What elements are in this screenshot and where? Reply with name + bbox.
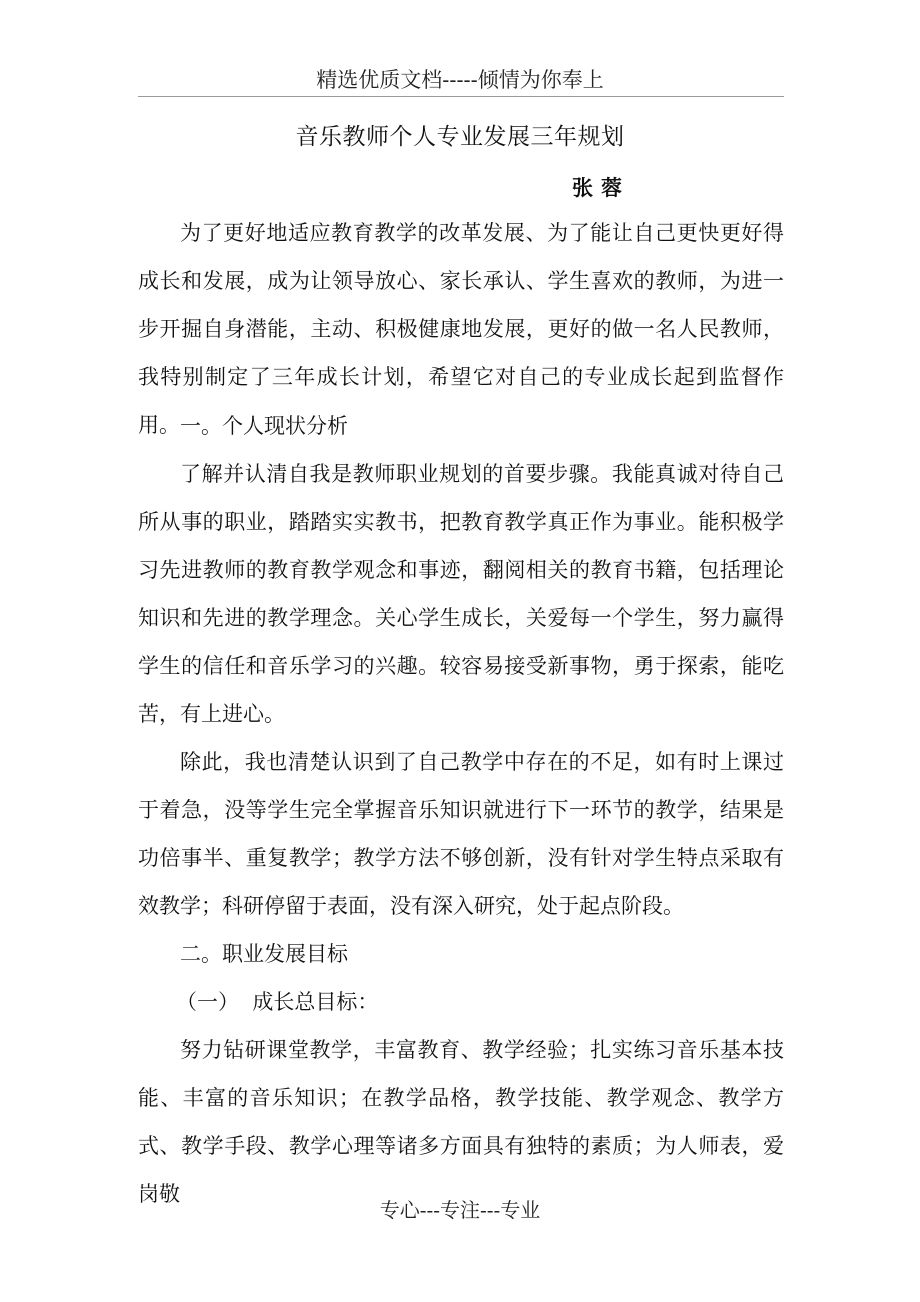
analysis-block-2 xyxy=(138,738,784,930)
analysis-block-1 xyxy=(138,450,784,738)
section-two-heading-block xyxy=(138,930,784,978)
page-header: 精选优质文档-----倾情为你奉上 xyxy=(316,68,604,92)
goal-block xyxy=(138,1026,784,1218)
author-name: 张蓉 xyxy=(572,176,630,200)
section-one-heading-block xyxy=(138,402,784,450)
page-footer: 专心---专注---专业 xyxy=(379,1198,541,1222)
section-heading-career-goals: 二。职业发展目标 xyxy=(180,942,348,966)
subsection-heading-overall-goal: （一） 成长总目标： xyxy=(176,990,379,1014)
intro-paragraph: 为了更好地适应教育教学的改革发展、为了能让自己更快更好得成长和发展，成为让领导放心、家长承认、学生喜欢的教师，为进一步开掘自身潜能，主动、积极健康地发展，更好的做一名人民教师，我特别制定了三年成长计划，希望它对自己的专业成长起到监督作用。 xyxy=(138,221,784,437)
goal-paragraph: 努力钻研课堂教学，丰富教育、教学经验；扎实练习音乐基本技能、丰富的音乐知识；在教学品格，教学技能、教学观念、教学方式、教学手段、教学心理等诸多方面具有独特的素质；为人师表，爱岗敬 xyxy=(138,1038,784,1206)
subsection-heading-block xyxy=(138,978,784,1026)
analysis-paragraph-weaknesses: 除此，我也清楚认识到了自己教学中存在的不足，如有时上课过于着急，没等学生完全掌握音乐知识就进行下一环节的教学，结果是功倍事半、重复教学；教学方法不够创新，没有针对学生特点采取有效教学；科研停留于表面，没有深入研究，处于起点阶段。 xyxy=(138,750,784,918)
document-title: 音乐教师个人专业发展三年规划 xyxy=(295,124,625,150)
section-heading-status-analysis: 一。个人现状分析 xyxy=(180,414,348,438)
analysis-paragraph-strengths: 了解并认清自我是教师职业规划的首要步骤。我能真诚对待自己所从事的职业，踏踏实实教书，把教育教学真正作为事业。能积极学习先进教师的教育教学观念和事迹，翻阅相关的教育书籍，包括理论知识和先进的教学理念。关心学生成长，关爱每一个学生，努力赢得学生的信任和音乐学习的兴趣。较容易接受新事物，勇于探索，能吃苦，有上进心。 xyxy=(138,462,784,726)
header-divider xyxy=(138,96,784,97)
